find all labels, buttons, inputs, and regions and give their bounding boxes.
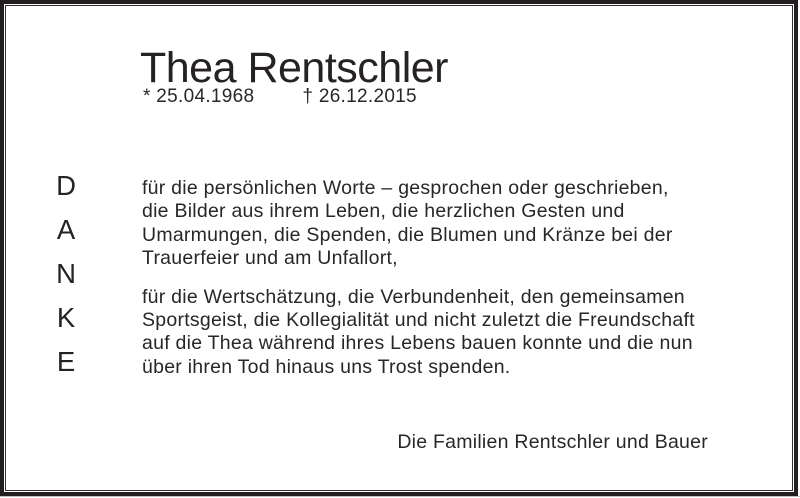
scan-edge [0,496,800,497]
thanks-line: über ihren Tod hinaus uns Trost spenden. [142,355,511,378]
danke-letter-a: A [56,214,76,245]
thanks-paragraph-1 [142,177,695,271]
danke-vertical-word [48,164,84,384]
death-date: † 26.12.2015 [302,86,417,107]
thanks-line: auf die Thea während ihres Lebens bauen konnte und die nun [142,332,693,355]
thanks-line: für die persönlichen Worte – gesprochen oder geschrieben, [142,177,669,199]
thanks-line: Trauerfeier und am Unfallort, [142,247,398,270]
signature-families: Die Familien Rentschler und Bauer [397,431,708,453]
danke-letter-n: N [56,258,76,289]
thanks-line: Sportsgeist, die Kollegialität und nicht zuletzt die Freundschaft [142,309,695,332]
thanks-line: für die Wertschätzung, die Verbundenheit, den gemeinsamen [142,285,685,308]
thanks-line: die Bilder aus ihrem Leben, die herzlichen Gesten und [142,200,625,223]
danke-letter-d: D [56,170,76,201]
deceased-name: Thea Rentschler [140,44,448,92]
birth-date: * 25.04.1968 [143,86,255,107]
danke-letter-e: E [56,346,76,377]
life-dates [143,86,417,108]
thanks-line: Umarmungen, die Spenden, die Blumen und Kränze bei der [142,223,673,246]
thanks-text [142,177,695,379]
danke-letter-k: K [56,302,76,333]
thanks-paragraph-2 [142,286,695,380]
